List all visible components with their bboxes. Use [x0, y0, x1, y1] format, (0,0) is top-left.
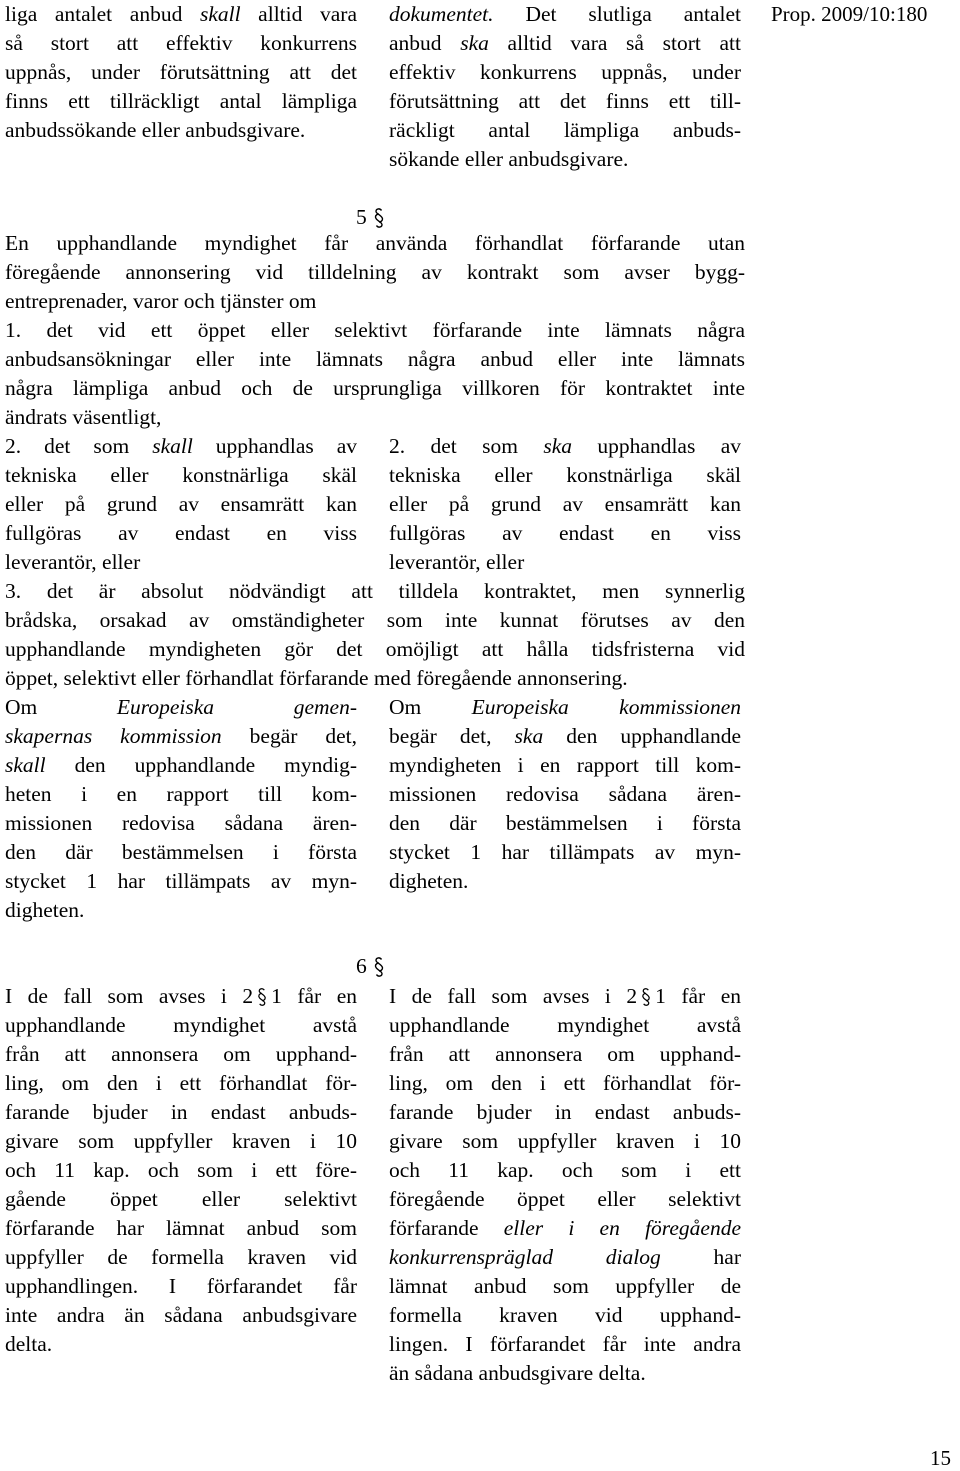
- text-line: ling, om den i ett förhandlat för-: [389, 1071, 741, 1095]
- text-line: uppfyller de formella kraven vid: [5, 1245, 357, 1269]
- text-line: leverantör, eller: [389, 550, 525, 574]
- text-line: och 11 kap. och som i ett före-: [5, 1158, 357, 1182]
- text-line: och 11 kap. och som i ett: [389, 1158, 741, 1182]
- text-line: brådska, orsakad av omständigheter som inte kunnat förutses av den: [5, 608, 745, 632]
- text-line: givare som uppfyller kraven i 10: [389, 1129, 741, 1153]
- text-line: En upphandlande myndighet får använda förhandlat förfarande utan: [5, 231, 745, 255]
- section-5-item-2-old: [5, 432, 357, 577]
- text-line: den där bestämmelsen i första: [5, 840, 357, 864]
- text-line: myndigheten i en rapport till kom-: [389, 753, 741, 777]
- text-line: så stort att effektiv konkurrens: [5, 31, 357, 55]
- text-line: farande bjuder in endast anbuds-: [389, 1100, 741, 1124]
- text-line: stycket 1 har tillämpats av myn-: [5, 869, 357, 893]
- text-line: skapernas kommission begär det,: [5, 724, 358, 748]
- section-5-item-1: [5, 316, 745, 432]
- section-6-old: [5, 982, 357, 1359]
- text-line: formella kraven vid upphand-: [389, 1303, 741, 1327]
- text-line: än sådana anbudsgivare delta.: [389, 1361, 646, 1385]
- text-line: från att annonsera om upphand-: [5, 1042, 357, 1066]
- text-line: förutsättning att det finns ett till-: [389, 89, 741, 113]
- text-line: 2. det som ska upphandlas av: [389, 434, 741, 458]
- text-line: missionen redovisa sådana ären-: [5, 811, 357, 835]
- text-line: begär det, ska den upphandlande: [389, 724, 741, 748]
- text-line: effektiv konkurrens uppnås, under: [389, 60, 741, 84]
- text-line: upphandlingen. I förfarandet får: [5, 1274, 357, 1298]
- text-line: 1. det vid ett öppet eller selektivt förfarande inte lämnats några: [5, 318, 745, 342]
- proposition-reference: Prop. 2009/10:180: [771, 2, 928, 26]
- text-line: ändrats väsentligt,: [5, 405, 162, 429]
- text-line: I de fall som avses i 2 1 får en: [5, 984, 357, 1008]
- text-line: liga antalet anbud skall alltid vara: [5, 2, 357, 26]
- text-line: gående öppet eller selektivt: [5, 1187, 357, 1211]
- section-5-intro: [5, 229, 745, 316]
- text-line: stycket 1 har tillämpats av myn-: [389, 840, 741, 864]
- section-6-new: [389, 982, 741, 1388]
- text-line: finns ett tillräckligt antal lämpliga: [5, 89, 357, 113]
- text-line: föregående annonsering vid tilldelning av kontrakt som avser bygg-: [5, 260, 745, 284]
- text-line: anbudssökande eller anbudsgivare.: [5, 118, 306, 142]
- text-line: uppnås, under förutsättning att det: [5, 60, 357, 84]
- text-line: I de fall som avses i 2 1 får en: [389, 984, 741, 1008]
- section-5-heading: 5: [356, 203, 385, 232]
- text-line: inte andra än sådana anbudsgivare: [5, 1303, 357, 1327]
- section-5-item-2-new: [389, 432, 741, 577]
- text-line: några lämpliga anbud och de ursprungliga villkoren för kontraktet inte: [5, 376, 745, 400]
- text-line: fullgöras av endast en viss: [5, 521, 357, 545]
- text-line: givare som uppfyller kraven i 10: [5, 1129, 357, 1153]
- text-line: föregående öppet eller selektivt: [389, 1187, 741, 1211]
- text-line: Om Europeiska gemen-: [5, 695, 357, 719]
- text-line: digheten.: [389, 869, 469, 893]
- text-line: från att annonsera om upphand-: [389, 1042, 741, 1066]
- top-left-column: [5, 0, 357, 145]
- text-line: Om Europeiska kommissionen: [389, 695, 742, 719]
- text-line: upphandlande myndighet avstå: [5, 1013, 357, 1037]
- text-line: öppet, selektivt eller förhandlat förfarande med föregående annonsering.: [5, 666, 628, 690]
- text-line: ling, om den i ett förhandlat för-: [5, 1071, 357, 1095]
- text-line: missionen redovisa sådana ären-: [389, 782, 741, 806]
- text-line: upphandlande myndighet avstå: [389, 1013, 741, 1037]
- text-line: 2. det som skall upphandlas av: [5, 434, 358, 458]
- text-line: lämnat anbud som uppfyller de: [389, 1274, 741, 1298]
- text-line: sökande eller anbudsgivare.: [389, 147, 629, 171]
- text-line: tekniska eller konstnärliga skäl: [389, 463, 741, 487]
- text-line: skall den upphandlande myndig-: [5, 753, 357, 777]
- text-line: förfarande eller i en föregående: [389, 1216, 741, 1240]
- page-number: 15: [930, 1446, 951, 1470]
- section-5-item-3: [5, 577, 745, 693]
- section-5-commission-old: [5, 693, 357, 925]
- section-5-commission-new: [389, 693, 741, 896]
- text-line: 3. det är absolut nödvändigt att tilldela kontraktet, men synnerlig: [5, 579, 745, 603]
- text-line: delta.: [5, 1332, 53, 1356]
- top-right-column: [389, 0, 741, 174]
- text-line: dokumentet. Det slutliga antalet: [389, 2, 741, 26]
- text-line: tekniska eller konstnärliga skäl: [5, 463, 357, 487]
- text-line: räckligt antal lämpliga anbuds-: [389, 118, 741, 142]
- section-sign-icon: [640, 987, 652, 1007]
- section-sign-icon: [256, 987, 268, 1007]
- text-line: heten i en rapport till kom-: [5, 782, 357, 806]
- text-line: eller på grund av ensamrätt kan: [5, 492, 357, 516]
- text-line: digheten.: [5, 898, 85, 922]
- section-6-heading: 6: [356, 952, 385, 981]
- text-line: entreprenader, varor och tjänster om: [5, 289, 317, 313]
- text-line: lingen. I förfarandet får inte andra: [389, 1332, 741, 1356]
- text-line: anbudsansökningar eller inte lämnats några anbud eller inte lämnats: [5, 347, 745, 371]
- text-line: konkurrenspräglad dialog har: [389, 1245, 742, 1269]
- text-line: farande bjuder in endast anbuds-: [5, 1100, 357, 1124]
- section-sign-icon: [373, 956, 385, 978]
- text-line: eller på grund av ensamrätt kan: [389, 492, 741, 516]
- text-line: anbud ska alltid vara så stort att: [389, 31, 742, 55]
- text-line: fullgöras av endast en viss: [389, 521, 741, 545]
- section-sign-icon: [373, 207, 385, 229]
- text-line: upphandlande myndigheten gör det omöjligt att hålla tidsfristerna vid: [5, 637, 745, 661]
- text-line: förfarande har lämnat anbud som: [5, 1216, 357, 1240]
- text-line: leverantör, eller: [5, 550, 141, 574]
- text-line: den där bestämmelsen i första: [389, 811, 741, 835]
